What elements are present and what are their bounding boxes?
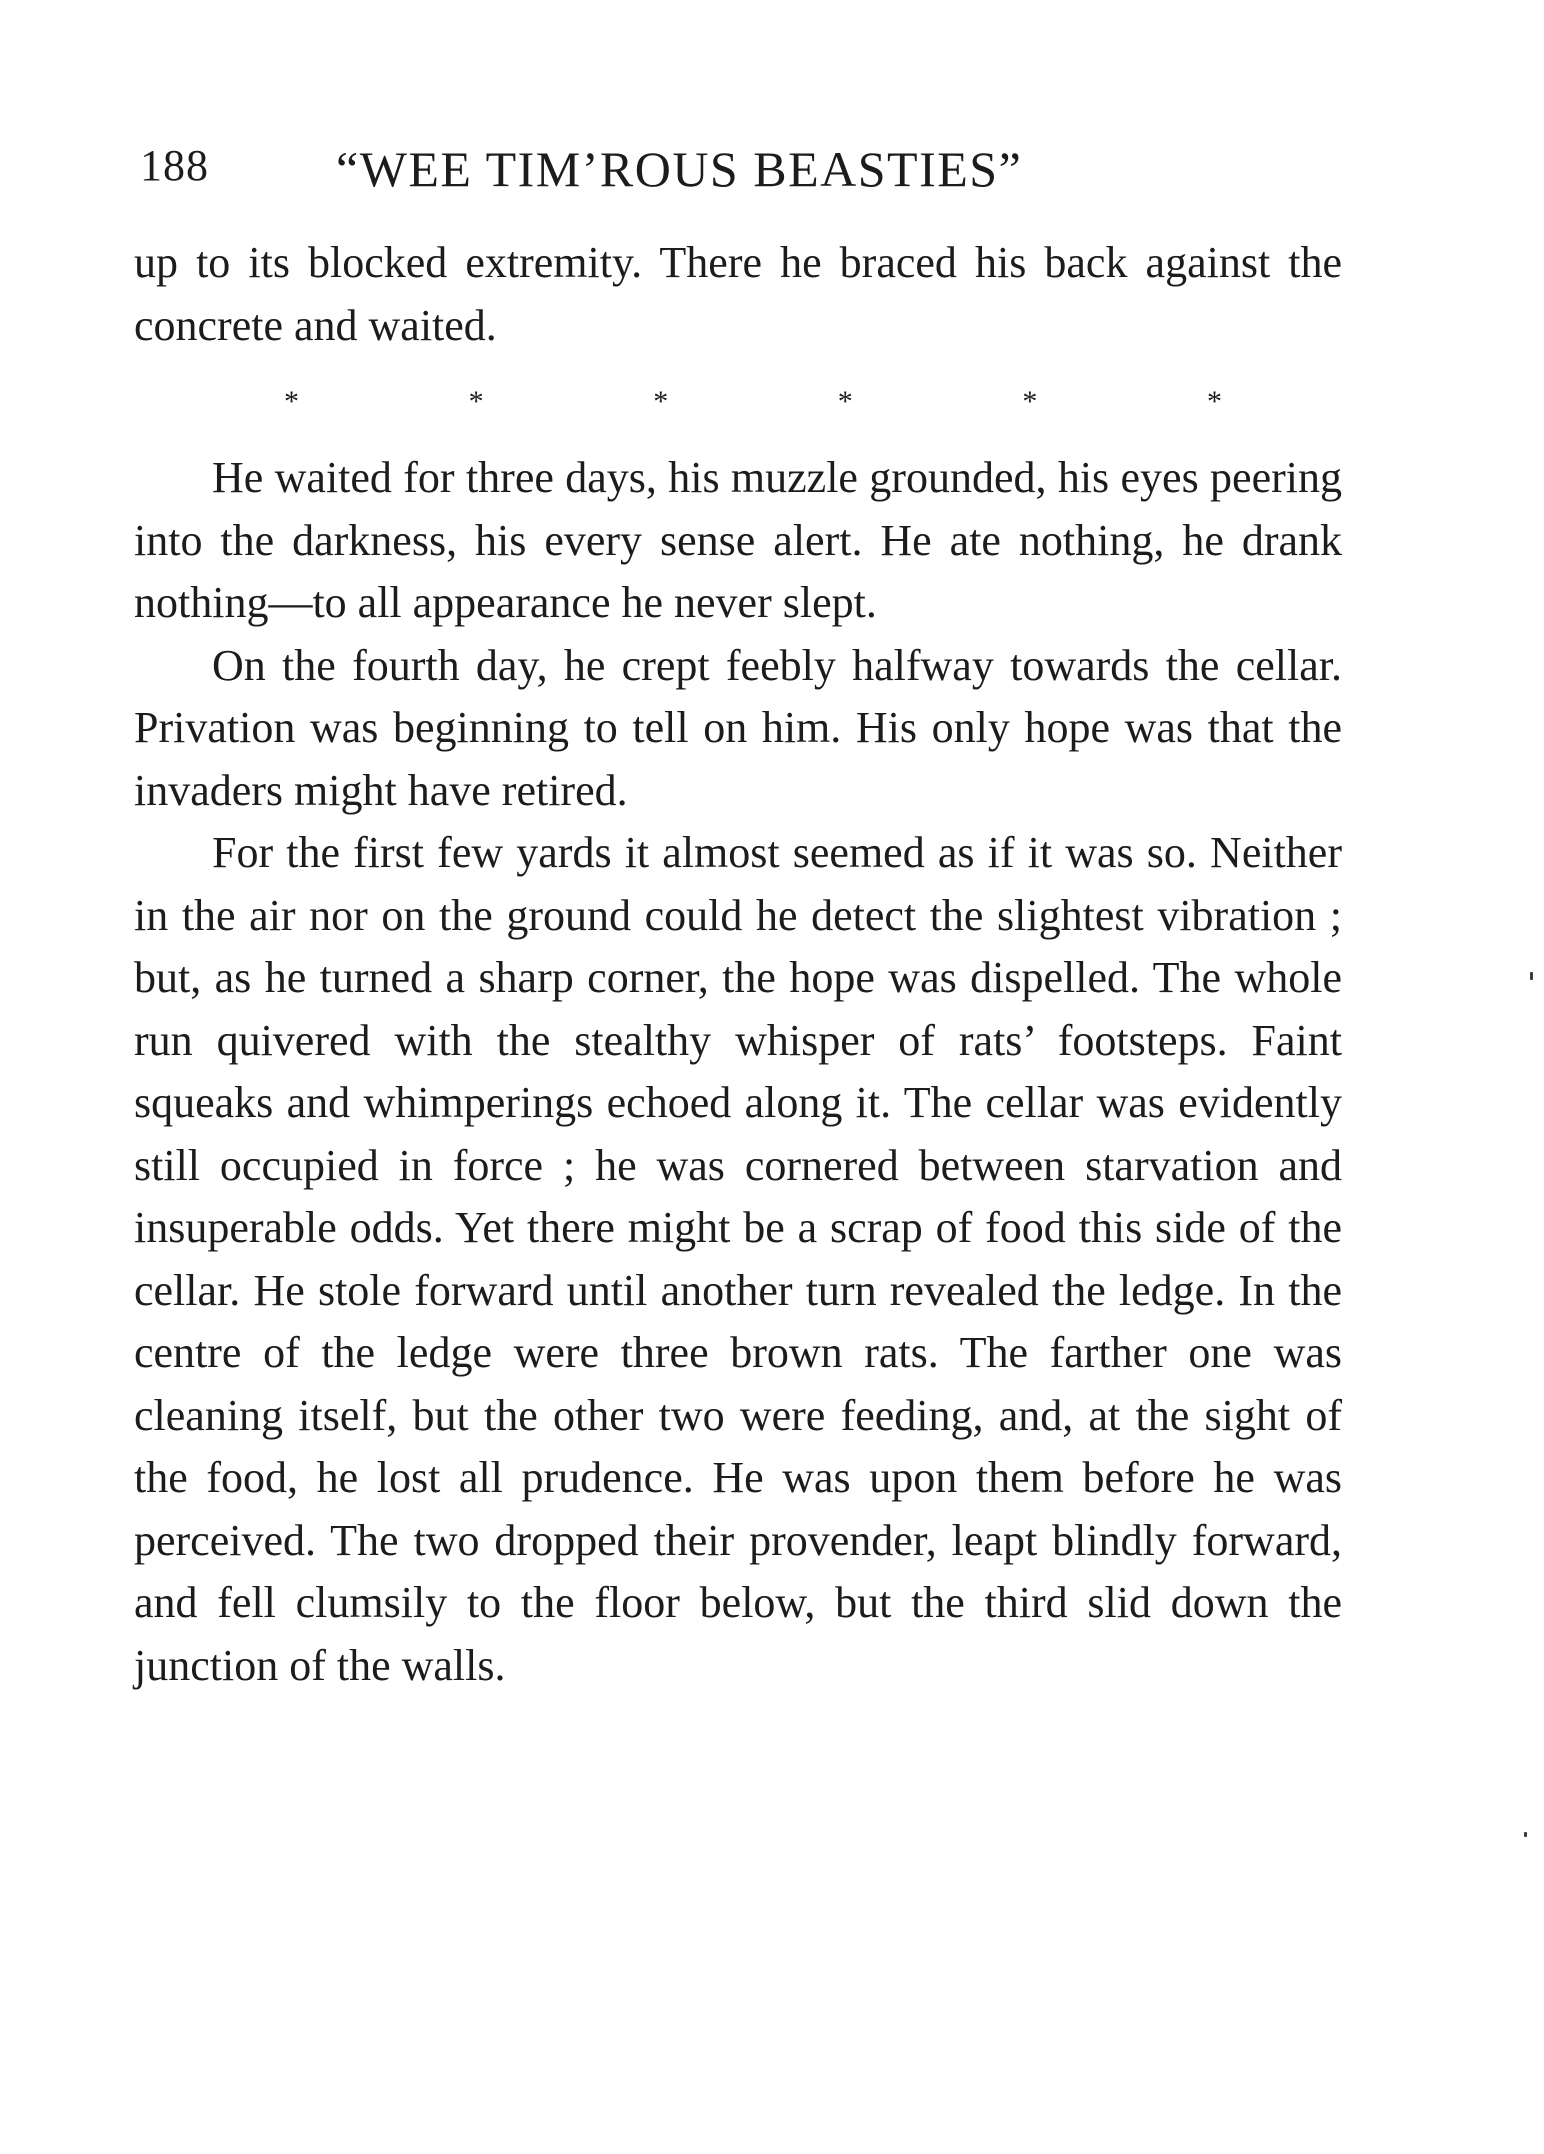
asterism-star: * bbox=[284, 385, 299, 418]
paragraph: up to its blocked extremity. There he braced his back against the concrete and waited. bbox=[134, 238, 1342, 350]
paragraph: He waited for three days, his muzzle grounded, his eyes peering into the darkness, his every sense alert. He ate nothing, he drank nothing—to all appearance he never slept. bbox=[134, 453, 1342, 627]
running-title: “WEE TIM’ROUS BEASTIES” bbox=[336, 141, 1023, 197]
page-header bbox=[140, 140, 1340, 210]
asterism-star: * bbox=[1206, 385, 1222, 418]
asterism-star: * bbox=[468, 385, 484, 418]
paragraph: On the fourth day, he crept feebly halfway towards the cellar. Privation was beginning to tell on him. His only hope was that the invaders might have retired. bbox=[134, 640, 1342, 815]
page-number: 188 bbox=[140, 141, 209, 190]
paragraph: For the first few yards it almost seemed as if it was so. Neither in the air nor on the ground could he detect the slightest vibration ; but, as he turned a sharp corner, the hope was dispelled. The whole run quivered with the stealthy whisper of rats’ footsteps. Faint squeaks and whimperings echoed along it. The cellar was evidently still occupied in force ; he was cornered between starvation and insuperable odds. Yet there might be a scrap of food this side of the cellar. He stole forward until another turn revealed the ledge. In the centre of the ledge were three brown rats. The farther one was cleaning itself, but the other two were feeding, and, at the sight of the food, he lost all prudence. He was upon them before he was perceived. The two dropped their provender, leapt blindly forward, and fell clumsily to the floor below, but the third slid down the junction of the walls. bbox=[134, 828, 1342, 1690]
asterism-star: * bbox=[653, 385, 669, 418]
body-text bbox=[134, 232, 1342, 1697]
asterism-star: * bbox=[1022, 385, 1038, 418]
margin-speck bbox=[1530, 972, 1533, 980]
margin-speck bbox=[1524, 1832, 1527, 1837]
section-break bbox=[134, 357, 1342, 447]
asterism-star: * bbox=[837, 385, 853, 418]
